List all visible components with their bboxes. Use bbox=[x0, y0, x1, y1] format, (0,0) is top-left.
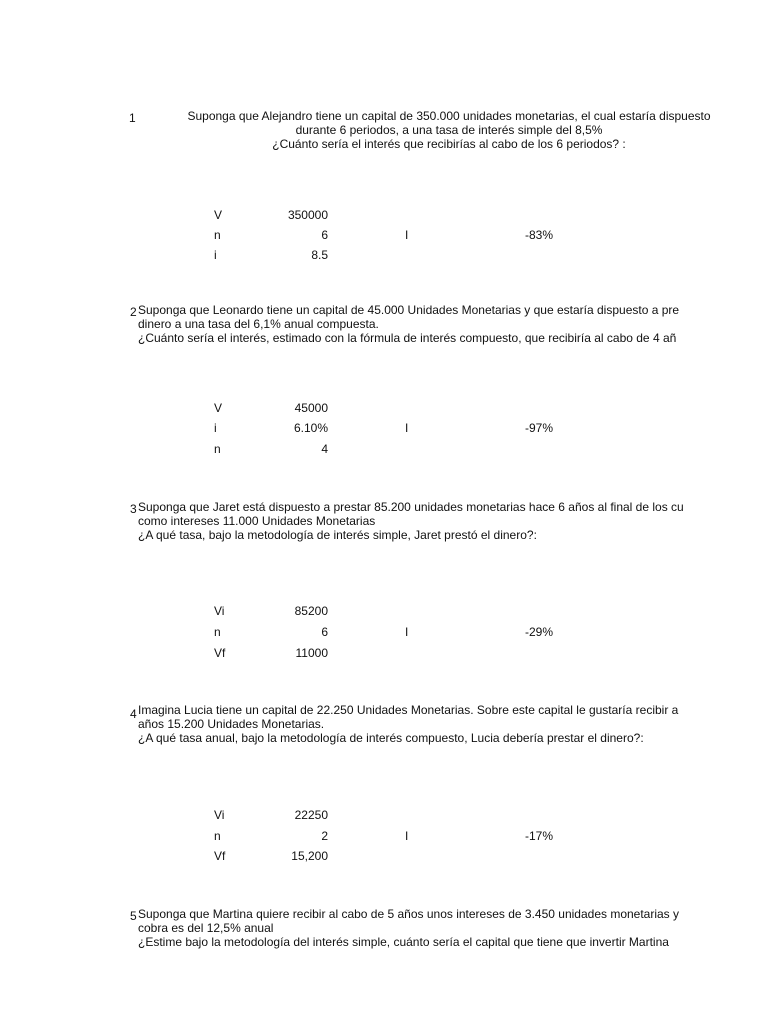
problem-2-var-value: 45000 bbox=[294, 401, 328, 415]
problem-1-var-value: 6 bbox=[321, 228, 328, 242]
problem-2-var-label: i bbox=[214, 421, 217, 435]
problem-5-line-1: Suponga que Martina quiere recibir al cabo de 5 años unos intereses de 3.450 unidades monetarias y bbox=[138, 907, 680, 921]
problem-4-var-label: Vf bbox=[214, 849, 226, 863]
problem-2-line-3: ¿Cuánto sería el interés, estimado con la fórmula de interés compuesto, que recibiría al cabo de 4 añ bbox=[138, 331, 677, 345]
problem-3-var-value: 85200 bbox=[294, 604, 328, 618]
problem-1-var-label: V bbox=[214, 208, 223, 222]
problem-5-number: 5 bbox=[130, 909, 137, 923]
problem-4-line-2: años 15.200 Unidades Monetarias. bbox=[138, 717, 325, 731]
problem-1-var-value: 8.5 bbox=[311, 248, 328, 262]
problem-1-statement bbox=[130, 109, 768, 151]
problem-4-var-label: Vi bbox=[214, 808, 225, 822]
problem-4-interest-label: I bbox=[405, 829, 409, 843]
problem-2-interest-label: I bbox=[405, 421, 409, 435]
problem-3-line-1: Suponga que Jaret está dispuesto a prestar 85.200 unidades monetarias hace 6 años al final de los cu bbox=[138, 500, 684, 514]
problem-1-number: 1 bbox=[129, 111, 136, 125]
problem-1-var-value: 350000 bbox=[287, 208, 328, 222]
problem-1-var-label: n bbox=[214, 228, 221, 242]
problem-3-statement bbox=[138, 500, 768, 542]
problem-2-line-2: dinero a una tasa del 6,1% anual compuesta. bbox=[138, 317, 379, 331]
problem-2-var-value: 6.10% bbox=[293, 421, 328, 435]
problem-2-statement bbox=[138, 303, 768, 345]
problem-1-line-1: Suponga que Alejandro tiene un capital de 350.000 unidades monetarias, el cual estaría dispuesto bbox=[187, 109, 711, 123]
problem-5-line-2: cobra es del 12,5% anual bbox=[138, 921, 274, 935]
problem-2-line-1: Suponga que Leonardo tiene un capital de 45.000 Unidades Monetarias y que estaría dispuesto a pre bbox=[138, 303, 680, 317]
problem-3-var-label: Vi bbox=[214, 604, 225, 618]
problem-1-interest-label: I bbox=[405, 228, 409, 242]
problem-1-line-3: ¿Cuánto sería el interés que recibirías al cabo de los 6 periodos? : bbox=[272, 137, 626, 151]
problem-3-var-label: n bbox=[214, 625, 221, 639]
problem-1-line-2: durante 6 periodos, a una tasa de interés simple del 8,5% bbox=[295, 123, 603, 137]
problem-5-line-3: ¿Estime bajo la metodología del interés simple, cuánto sería el capital que tiene que invertir Martina bbox=[138, 935, 669, 949]
problem-4-statement bbox=[138, 703, 768, 745]
problem-3-interest-label: I bbox=[405, 625, 409, 639]
problem-1-var-label: i bbox=[214, 248, 217, 262]
problem-4-var-label: n bbox=[214, 829, 221, 843]
problem-3-interest-result: -29% bbox=[524, 625, 553, 639]
problem-4-interest-result: -17% bbox=[524, 829, 553, 843]
problem-3-var-value: 6 bbox=[321, 625, 328, 639]
problem-1-interest-result: -83% bbox=[524, 228, 553, 242]
problem-2-var-value: 4 bbox=[321, 442, 328, 456]
problem-3-line-2: como intereses 11.000 Unidades Monetarias bbox=[138, 514, 376, 528]
problem-4-var-value: 22250 bbox=[294, 808, 328, 822]
problem-3-var-value: 11000 bbox=[295, 646, 328, 660]
problem-4-number: 4 bbox=[130, 707, 137, 721]
problem-4-var-value: 2 bbox=[321, 829, 328, 843]
problem-2-interest-result: -97% bbox=[524, 421, 553, 435]
problem-2-var-label: n bbox=[214, 442, 221, 456]
problem-5-statement bbox=[138, 907, 768, 949]
problem-4-var-value: 15,200 bbox=[291, 849, 328, 863]
problem-3-var-label: Vf bbox=[214, 646, 226, 660]
problem-2-number: 2 bbox=[130, 305, 137, 319]
problem-4-line-3: ¿A qué tasa anual, bajo la metodología de interés compuesto, Lucia debería prestar el dinero?: bbox=[138, 731, 644, 745]
problem-2-var-label: V bbox=[214, 401, 223, 415]
problem-3-line-3: ¿A qué tasa, bajo la metodología de interés simple, Jaret prestó el dinero?: bbox=[138, 528, 537, 542]
problem-4-line-1: Imagina Lucia tiene un capital de 22.250 Unidades Monetarias. Sobre este capital le gustaría recibir a bbox=[138, 703, 679, 717]
problem-3-number: 3 bbox=[130, 502, 137, 516]
